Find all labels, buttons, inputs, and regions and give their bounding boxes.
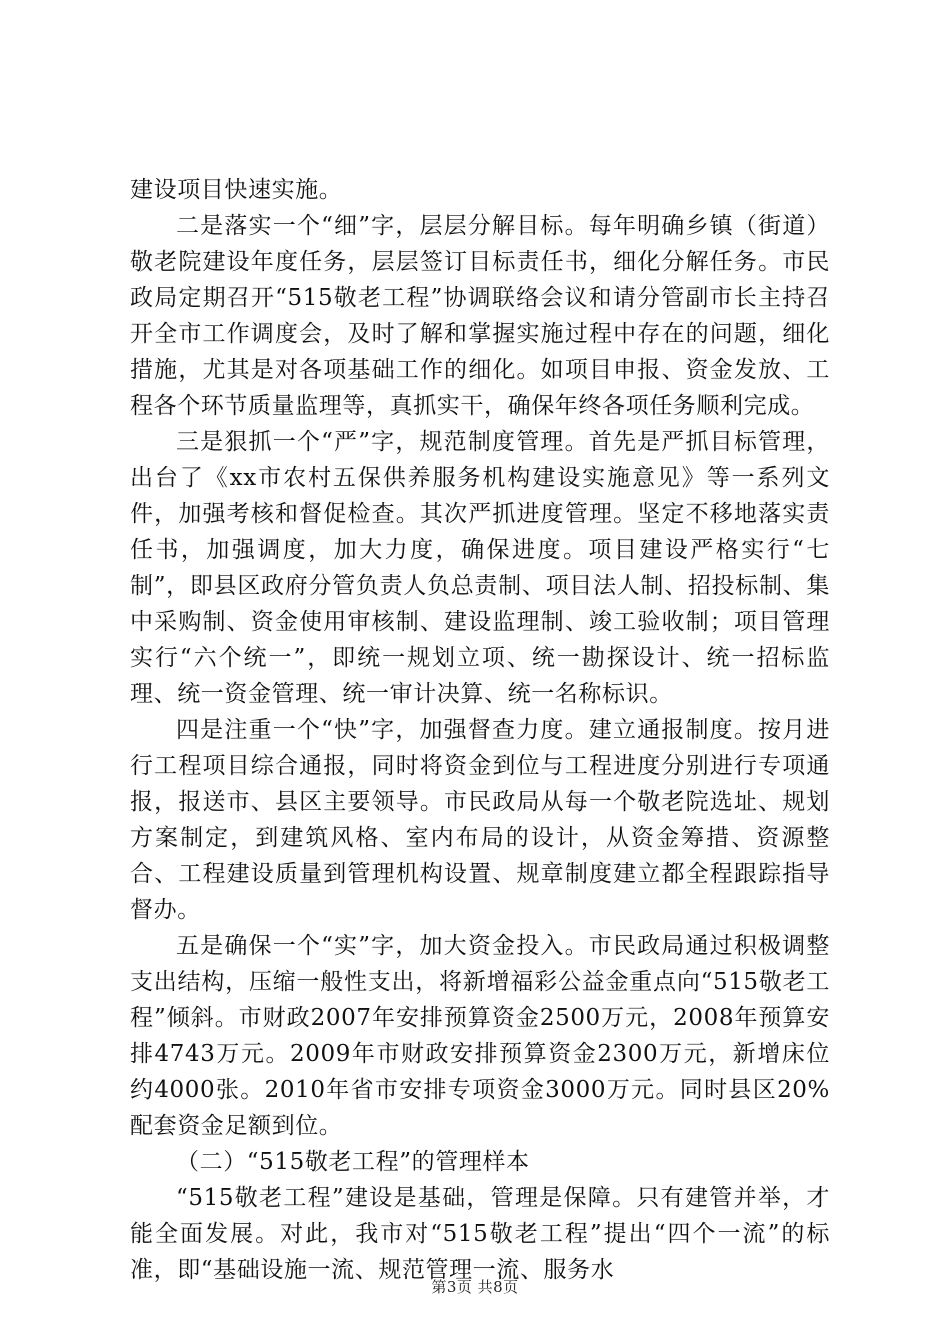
paragraph: 五是确保一个“实”字，加大资金投入。市民政局通过积极调整支出结构，压缩一般性支出，将新增福彩公益金重点向“515敬老工程”倾斜。市财政2007年安排预算资金2500万元，2008年预算安排4743万元。2009年市财政安排预算资金2300万元，新增床位约4000张。2010年省市安排专项资金3000万元。同时县区20%配套资金足额到位。 — [130, 933, 830, 1139]
paragraph: 建设项目快速实施。 — [130, 177, 343, 203]
page-number-footer: 第3页 共8页 — [431, 1278, 519, 1296]
document-body — [130, 172, 830, 1288]
paragraph: “515敬老工程”建设是基础，管理是保障。只有建管并举，才能全面发展。对此，我市对“515敬老工程”提出“四个一流”的标准，即“基础设施一流、规范管理一流、服务水 — [130, 1185, 830, 1283]
paragraph: 三是狠抓一个“严”字，规范制度管理。首先是严抓目标管理，出台了《xx市农村五保供养服务机构建设实施意见》等一系列文件，加强考核和督促检查。其次严抓进度管理。坚定不移地落实责任书，加强调度，加大力度，确保进度。项目建设严格实行“七制”，即县区政府分管负责人负总责制、项目法人制、招投标制、集中采购制、资金使用审核制、建设监理制、竣工验收制；项目管理实行“六个统一”，即统一规划立项、统一勘探设计、统一招标监理、统一资金管理、统一审计决算、统一名称标识。 — [130, 429, 830, 707]
section-heading: （二）“515敬老工程”的管理样本 — [176, 1149, 530, 1175]
paragraph: 二是落实一个“细”字，层层分解目标。每年明确乡镇（街道）敬老院建设年度任务，层层签订目标责任书，细化分解任务。市民政局定期召开“515敬老工程”协调联络会议和请分管副市长主持召开全市工作调度会，及时了解和掌握实施过程中存在的问题，细化措施，尤其是对各项基础工作的细化。如项目申报、资金发放、工程各个环节质量监理等，真抓实干，确保年终各项任务顺利完成。 — [130, 213, 830, 419]
paragraph: 四是注重一个“快”字，加强督查力度。建立通报制度。按月进行工程项目综合通报，同时将资金到位与工程进度分别进行专项通报，报送市、县区主要领导。市民政局从每一个敬老院选址、规划方案制定，到建筑风格、室内布局的设计，从资金筹措、资源整合、工程建设质量到管理机构设置、规章制度建立都全程跟踪指导督办。 — [130, 717, 830, 923]
